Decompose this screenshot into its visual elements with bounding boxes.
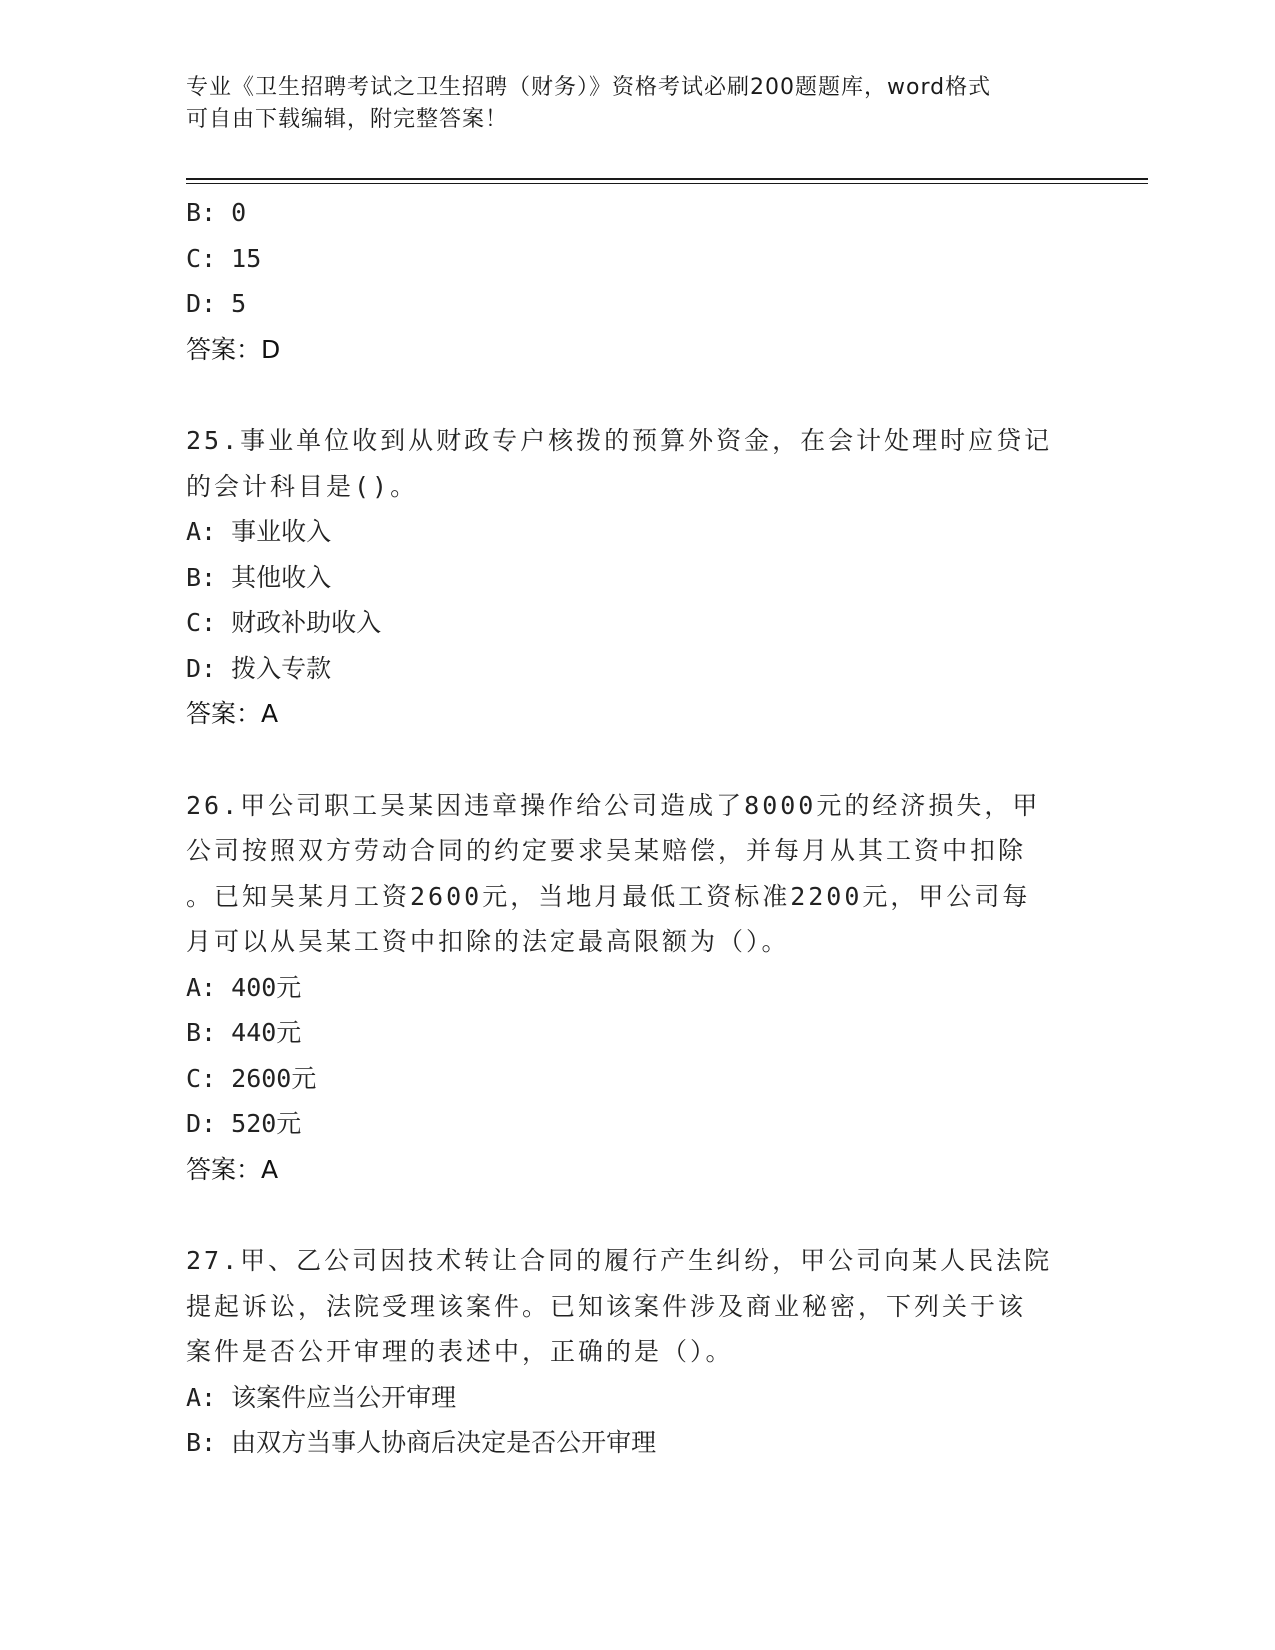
question-text-line: 。已知吴某月工资2600元，当地月最低工资标准2200元，甲公司每	[186, 881, 1031, 911]
question-25	[186, 418, 1076, 737]
header-line-2: 可自由下载编辑，附完整答案！	[186, 107, 509, 132]
option-a: A: 该案件应当公开审理	[186, 1382, 457, 1412]
option-b: B: 由双方当事人协商后决定是否公开审理	[186, 1428, 657, 1457]
option-b: B: 其他收入	[186, 562, 332, 592]
option-b: B: 440元	[186, 1018, 302, 1047]
question-text-line: 的会计科目是()。	[186, 471, 419, 501]
option-a: A: 事业收入	[186, 517, 332, 546]
answer-line: 答案：A	[186, 699, 279, 728]
option-d: D: 520元	[186, 1109, 302, 1138]
page-header	[186, 72, 1066, 136]
document-body	[186, 190, 1076, 1466]
spacer	[186, 372, 1076, 418]
question-text-line: 公司按照双方劳动合同的约定要求吴某赔偿，并每月从其工资中扣除	[186, 836, 1027, 865]
question-text-line: 26.甲公司职工吴某因违章操作给公司造成了8000元的经济损失，甲	[186, 790, 1041, 820]
option-a: A: 400元	[186, 972, 302, 1002]
answer-line: 答案：D	[186, 334, 281, 364]
answer-line: 答案：A	[186, 1154, 279, 1184]
header-line-1: 专业《卫生招聘考试之卫生招聘（财务）》资格考试必刷200题题库，word格式	[186, 75, 992, 100]
option-c: C: 财政补助收入	[186, 608, 382, 637]
option-b: B: 0	[186, 198, 247, 227]
question-text-line: 案件是否公开审理的表述中，正确的是（）。	[186, 1337, 734, 1366]
option-d: D: 5	[186, 289, 247, 318]
question-text-line: 27.甲、乙公司因技术转让合同的履行产生纠纷，甲公司向某人民法院	[186, 1246, 1053, 1275]
spacer	[186, 737, 1076, 783]
question-text-line: 月可以从吴某工资中扣除的法定最高限额为（）。	[186, 927, 790, 956]
option-c: C: 15	[186, 243, 262, 273]
question-text-line: 25.事业单位收到从财政专户核拨的预算外资金，在会计处理时应贷记	[186, 426, 1053, 455]
header-rule	[186, 178, 1148, 180]
question-27	[186, 1238, 1076, 1466]
prev-question-block	[186, 190, 1076, 372]
question-text-line: 提起诉讼，法院受理该案件。已知该案件涉及商业秘密，下列关于该	[186, 1291, 1027, 1321]
question-26	[186, 783, 1076, 1193]
option-d: D: 拨入专款	[186, 653, 332, 683]
spacer	[186, 1192, 1076, 1238]
header-rule-thin	[186, 183, 1148, 184]
option-c: C: 2600元	[186, 1063, 317, 1093]
